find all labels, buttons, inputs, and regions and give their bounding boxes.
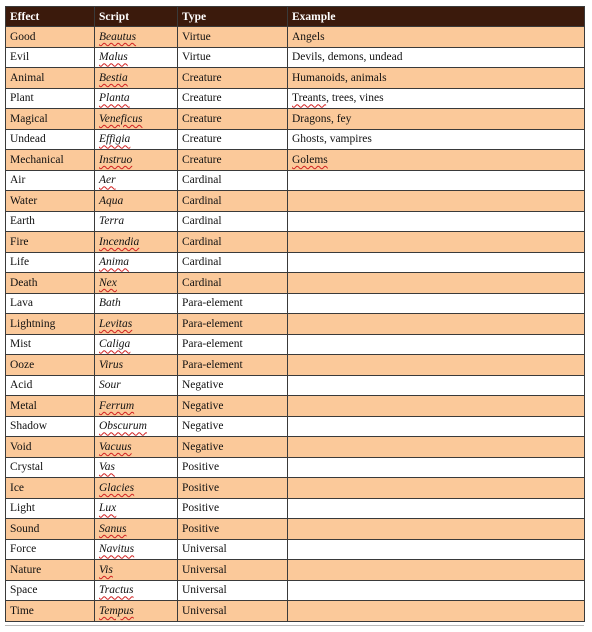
- cell-script[interactable]: [95, 314, 178, 335]
- table-row: [6, 232, 585, 253]
- cell-type[interactable]: [178, 601, 288, 622]
- cell-example[interactable]: [288, 416, 585, 437]
- header-example: Example: [288, 7, 585, 27]
- table-row: [6, 334, 585, 355]
- cell-script-text: Veneficus: [99, 112, 143, 125]
- cell-type[interactable]: [178, 539, 288, 560]
- cell-type-text: Positive: [182, 461, 220, 474]
- spellcheck-flag: Treants: [292, 92, 327, 105]
- cell-type-text: Negative: [182, 420, 224, 433]
- cell-script-text: Planta: [99, 92, 130, 105]
- cell-effect[interactable]: [6, 355, 95, 376]
- table-row: [6, 396, 585, 417]
- cell-effect-text: Mechanical: [10, 153, 64, 166]
- cell-script-text: Tempus: [99, 604, 134, 617]
- cell-script[interactable]: [95, 478, 178, 499]
- table-row: [6, 580, 585, 601]
- cell-script-text: Vas: [99, 461, 115, 474]
- table-row: [6, 68, 585, 89]
- cell-example[interactable]: [288, 478, 585, 499]
- cell-script[interactable]: [95, 273, 178, 294]
- cell-script[interactable]: [95, 293, 178, 314]
- table-row: [6, 437, 585, 458]
- table-row: [6, 252, 585, 273]
- cell-script-text: Sanus: [99, 522, 127, 535]
- table-row: [6, 150, 585, 171]
- cell-effect-text: Air: [10, 174, 26, 187]
- cell-effect-text: Acid: [10, 379, 33, 392]
- document-page: [5, 6, 585, 622]
- cell-type[interactable]: [178, 68, 288, 89]
- cell-type-text: Positive: [182, 502, 220, 515]
- cell-example[interactable]: [288, 88, 585, 109]
- table-row: [6, 109, 585, 130]
- cell-type-text: Virtue: [182, 51, 211, 64]
- cell-script[interactable]: [95, 560, 178, 581]
- cell-type[interactable]: [178, 150, 288, 171]
- cell-example[interactable]: [288, 498, 585, 519]
- cell-effect[interactable]: [6, 539, 95, 560]
- cell-script[interactable]: [95, 232, 178, 253]
- cell-type-text: Positive: [182, 481, 220, 494]
- cell-type-text: Negative: [182, 399, 224, 412]
- cell-type[interactable]: [178, 314, 288, 335]
- cell-example[interactable]: [288, 68, 585, 89]
- cell-effect-text: Earth: [10, 215, 35, 228]
- table-row: [6, 519, 585, 540]
- cell-example[interactable]: [288, 27, 585, 48]
- cell-example[interactable]: [288, 109, 585, 130]
- cell-effect[interactable]: [6, 375, 95, 396]
- cell-effect[interactable]: [6, 334, 95, 355]
- cell-example-text: Golems: [292, 153, 328, 166]
- cell-example-text: Devils, demons, undead: [292, 51, 403, 64]
- cell-example[interactable]: [288, 437, 585, 458]
- cell-script[interactable]: [95, 88, 178, 109]
- cell-type-text: Cardinal: [182, 235, 222, 248]
- cell-effect[interactable]: [6, 293, 95, 314]
- table-row: [6, 47, 585, 68]
- cell-type[interactable]: [178, 293, 288, 314]
- cell-script[interactable]: [95, 416, 178, 437]
- effects-table: [5, 6, 585, 622]
- cell-effect-text: Ooze: [10, 358, 35, 371]
- cell-example[interactable]: [288, 539, 585, 560]
- cell-type-text: Universal: [182, 604, 227, 617]
- cell-type[interactable]: [178, 375, 288, 396]
- cell-effect-text: Lightning: [10, 317, 56, 330]
- cell-script[interactable]: [95, 457, 178, 478]
- cell-effect-text: Evil: [10, 51, 30, 64]
- cell-effect[interactable]: [6, 498, 95, 519]
- cell-type-text: Virtue: [182, 30, 211, 43]
- cell-example[interactable]: [288, 314, 585, 335]
- cell-script[interactable]: [95, 334, 178, 355]
- header-effect: Effect: [6, 7, 95, 27]
- table-row: [6, 88, 585, 109]
- cell-example[interactable]: [288, 129, 585, 150]
- cell-effect-text: Mist: [10, 338, 32, 351]
- cell-example[interactable]: [288, 252, 585, 273]
- table-row: [6, 170, 585, 191]
- cell-script-text: Obscurum: [99, 420, 147, 433]
- cell-script-text: Virus: [99, 358, 124, 371]
- cell-effect-text: Metal: [10, 399, 37, 412]
- table-row: [6, 211, 585, 232]
- cell-script-text: Aer: [99, 174, 116, 187]
- cell-type-text: Creature: [182, 133, 222, 146]
- cell-script-text: Bestia: [99, 71, 128, 84]
- cell-effect[interactable]: [6, 88, 95, 109]
- cell-type[interactable]: [178, 211, 288, 232]
- cell-script-text: Terra: [99, 215, 125, 228]
- cell-effect[interactable]: [6, 416, 95, 437]
- cell-example-text: Treants, trees, vines: [292, 92, 384, 105]
- table-body: [6, 27, 585, 622]
- cell-type-text: Para-element: [182, 358, 243, 371]
- cell-script[interactable]: [95, 47, 178, 68]
- table-row: [6, 560, 585, 581]
- cell-type-text: Cardinal: [182, 174, 222, 187]
- cell-type[interactable]: [178, 273, 288, 294]
- cell-script-text: Beautus: [99, 30, 137, 43]
- cell-script[interactable]: [95, 355, 178, 376]
- cell-script[interactable]: [95, 68, 178, 89]
- cell-example[interactable]: [288, 170, 585, 191]
- cell-type[interactable]: [178, 580, 288, 601]
- cell-effect[interactable]: [6, 457, 95, 478]
- cell-effect[interactable]: [6, 601, 95, 622]
- cell-effect-text: Ice: [10, 481, 25, 494]
- cell-example[interactable]: [288, 580, 585, 601]
- cell-type-text: Universal: [182, 584, 227, 597]
- cell-type[interactable]: [178, 88, 288, 109]
- cell-script[interactable]: [95, 396, 178, 417]
- cell-type-text: Creature: [182, 71, 222, 84]
- cell-example-text: Angels: [292, 30, 325, 43]
- table-row: [6, 293, 585, 314]
- cell-script[interactable]: [95, 170, 178, 191]
- cell-effect[interactable]: [6, 129, 95, 150]
- cell-script[interactable]: [95, 437, 178, 458]
- table-row: [6, 129, 585, 150]
- cell-effect[interactable]: [6, 109, 95, 130]
- table-row: [6, 478, 585, 499]
- cell-script-text: Malus: [99, 51, 128, 64]
- cell-example[interactable]: [288, 560, 585, 581]
- cell-example[interactable]: [288, 232, 585, 253]
- cell-script-text: Incendia: [99, 235, 140, 248]
- cell-effect-text: Death: [10, 276, 38, 289]
- cell-effect-text: Magical: [10, 112, 48, 125]
- table-row: [6, 314, 585, 335]
- cell-example[interactable]: [288, 293, 585, 314]
- cell-example[interactable]: [288, 191, 585, 212]
- cell-script-text: Caliga: [99, 338, 131, 351]
- cell-script-text: Tractus: [99, 584, 134, 597]
- cell-type[interactable]: [178, 457, 288, 478]
- table-row: [6, 457, 585, 478]
- cell-effect[interactable]: [6, 170, 95, 191]
- cell-script-text: Ferrum: [99, 399, 135, 412]
- cell-effect[interactable]: [6, 478, 95, 499]
- cell-type[interactable]: [178, 498, 288, 519]
- cell-example[interactable]: [288, 334, 585, 355]
- cell-effect[interactable]: [6, 396, 95, 417]
- cell-type-text: Universal: [182, 563, 227, 576]
- cell-script[interactable]: [95, 498, 178, 519]
- cell-type[interactable]: [178, 334, 288, 355]
- cell-type[interactable]: [178, 109, 288, 130]
- cell-script[interactable]: [95, 27, 178, 48]
- table-row: [6, 601, 585, 622]
- cell-effect[interactable]: [6, 437, 95, 458]
- table-row: [6, 273, 585, 294]
- cell-script[interactable]: [95, 191, 178, 212]
- cell-effect-text: Space: [10, 584, 38, 597]
- cell-type[interactable]: [178, 437, 288, 458]
- cell-effect-text: Light: [10, 502, 35, 515]
- table-header-row: [6, 7, 585, 27]
- cell-type[interactable]: [178, 170, 288, 191]
- cell-effect-text: Animal: [10, 71, 45, 84]
- cell-type-text: Creature: [182, 92, 222, 105]
- cell-type[interactable]: [178, 560, 288, 581]
- table-row: [6, 27, 585, 48]
- header-type: Type: [178, 7, 288, 27]
- cell-effect-text: Crystal: [10, 461, 44, 474]
- cell-effect[interactable]: [6, 560, 95, 581]
- cell-script[interactable]: [95, 519, 178, 540]
- cell-type[interactable]: [178, 396, 288, 417]
- cell-example-text: Ghosts, vampires: [292, 133, 372, 146]
- cell-effect[interactable]: [6, 273, 95, 294]
- cell-example[interactable]: [288, 150, 585, 171]
- cell-effect-text: Undead: [10, 133, 46, 146]
- cell-type[interactable]: [178, 355, 288, 376]
- cell-type-text: Para-element: [182, 338, 243, 351]
- cell-type-text: Para-element: [182, 317, 243, 330]
- cell-effect[interactable]: [6, 27, 95, 48]
- cell-script-text: Glacies: [99, 481, 135, 494]
- cell-effect-text: Void: [10, 440, 32, 453]
- table-row: [6, 375, 585, 396]
- page-bottom-rule: [5, 625, 584, 626]
- table-row: [6, 539, 585, 560]
- cell-script-text: Levitas: [99, 317, 133, 330]
- table-row: [6, 498, 585, 519]
- cell-type-text: Positive: [182, 522, 220, 535]
- cell-effect[interactable]: [6, 252, 95, 273]
- cell-effect[interactable]: [6, 314, 95, 335]
- cell-type-text: Negative: [182, 440, 224, 453]
- cell-type[interactable]: [178, 191, 288, 212]
- cell-effect-text: Life: [10, 256, 30, 269]
- cell-script-text: Aqua: [99, 194, 124, 207]
- cell-script-text: Anima: [99, 256, 130, 269]
- cell-effect-text: Shadow: [10, 420, 48, 433]
- cell-type-text: Para-element: [182, 297, 243, 310]
- cell-type[interactable]: [178, 252, 288, 273]
- cell-type-text: Cardinal: [182, 194, 222, 207]
- cell-type[interactable]: [178, 519, 288, 540]
- cell-effect-text: Lava: [10, 297, 33, 310]
- cell-script-text: Effigia: [99, 133, 131, 146]
- cell-script[interactable]: [95, 109, 178, 130]
- cell-example[interactable]: [288, 47, 585, 68]
- cell-example-text: Humanoids, animals: [292, 71, 387, 84]
- cell-script[interactable]: [95, 150, 178, 171]
- cell-script[interactable]: [95, 211, 178, 232]
- cell-effect-text: Fire: [10, 235, 29, 248]
- cell-type-text: Cardinal: [182, 276, 222, 289]
- cell-script-text: Lux: [99, 502, 117, 515]
- cell-type-text: Universal: [182, 543, 227, 556]
- cell-script[interactable]: [95, 375, 178, 396]
- cell-type[interactable]: [178, 478, 288, 499]
- cell-type[interactable]: [178, 416, 288, 437]
- table-row: [6, 416, 585, 437]
- cell-script-text: Bath: [99, 297, 121, 310]
- cell-type-text: Creature: [182, 153, 222, 166]
- cell-type-text: Cardinal: [182, 215, 222, 228]
- cell-example[interactable]: [288, 273, 585, 294]
- cell-type-text: Creature: [182, 112, 222, 125]
- cell-example[interactable]: [288, 375, 585, 396]
- cell-example[interactable]: [288, 396, 585, 417]
- cell-type[interactable]: [178, 27, 288, 48]
- cell-effect-text: Force: [10, 543, 37, 556]
- cell-effect[interactable]: [6, 211, 95, 232]
- cell-effect[interactable]: [6, 68, 95, 89]
- cell-script-text: Vis: [99, 563, 113, 576]
- cell-example[interactable]: [288, 457, 585, 478]
- cell-effect-text: Nature: [10, 563, 42, 576]
- cell-script-text: Sour: [99, 379, 121, 392]
- cell-script[interactable]: [95, 601, 178, 622]
- cell-type[interactable]: [178, 232, 288, 253]
- cell-script-text: Navitus: [99, 543, 135, 556]
- cell-effect[interactable]: [6, 232, 95, 253]
- cell-effect-text: Good: [10, 30, 36, 43]
- cell-effect[interactable]: [6, 580, 95, 601]
- cell-type-text: Negative: [182, 379, 224, 392]
- cell-effect[interactable]: [6, 191, 95, 212]
- cell-example[interactable]: [288, 519, 585, 540]
- table-row: [6, 191, 585, 212]
- cell-example[interactable]: [288, 601, 585, 622]
- cell-effect-text: Sound: [10, 522, 40, 535]
- cell-example[interactable]: [288, 211, 585, 232]
- cell-effect-text: Plant: [10, 92, 34, 105]
- cell-script-text: Instruo: [99, 153, 133, 166]
- cell-type[interactable]: [178, 47, 288, 68]
- table-row: [6, 355, 585, 376]
- header-script: Script: [95, 7, 178, 27]
- cell-effect-text: Water: [10, 194, 38, 207]
- cell-script[interactable]: [95, 252, 178, 273]
- cell-type[interactable]: [178, 129, 288, 150]
- cell-example-text: Dragons, fey: [292, 112, 352, 125]
- cell-script[interactable]: [95, 580, 178, 601]
- cell-effect-text: Time: [10, 604, 34, 617]
- cell-script-text: Vacuus: [99, 440, 132, 453]
- cell-effect[interactable]: [6, 47, 95, 68]
- cell-script[interactable]: [95, 539, 178, 560]
- cell-effect[interactable]: [6, 150, 95, 171]
- cell-effect[interactable]: [6, 519, 95, 540]
- cell-type-text: Cardinal: [182, 256, 222, 269]
- cell-example[interactable]: [288, 355, 585, 376]
- cell-script-text: Nex: [99, 276, 117, 289]
- cell-script[interactable]: [95, 129, 178, 150]
